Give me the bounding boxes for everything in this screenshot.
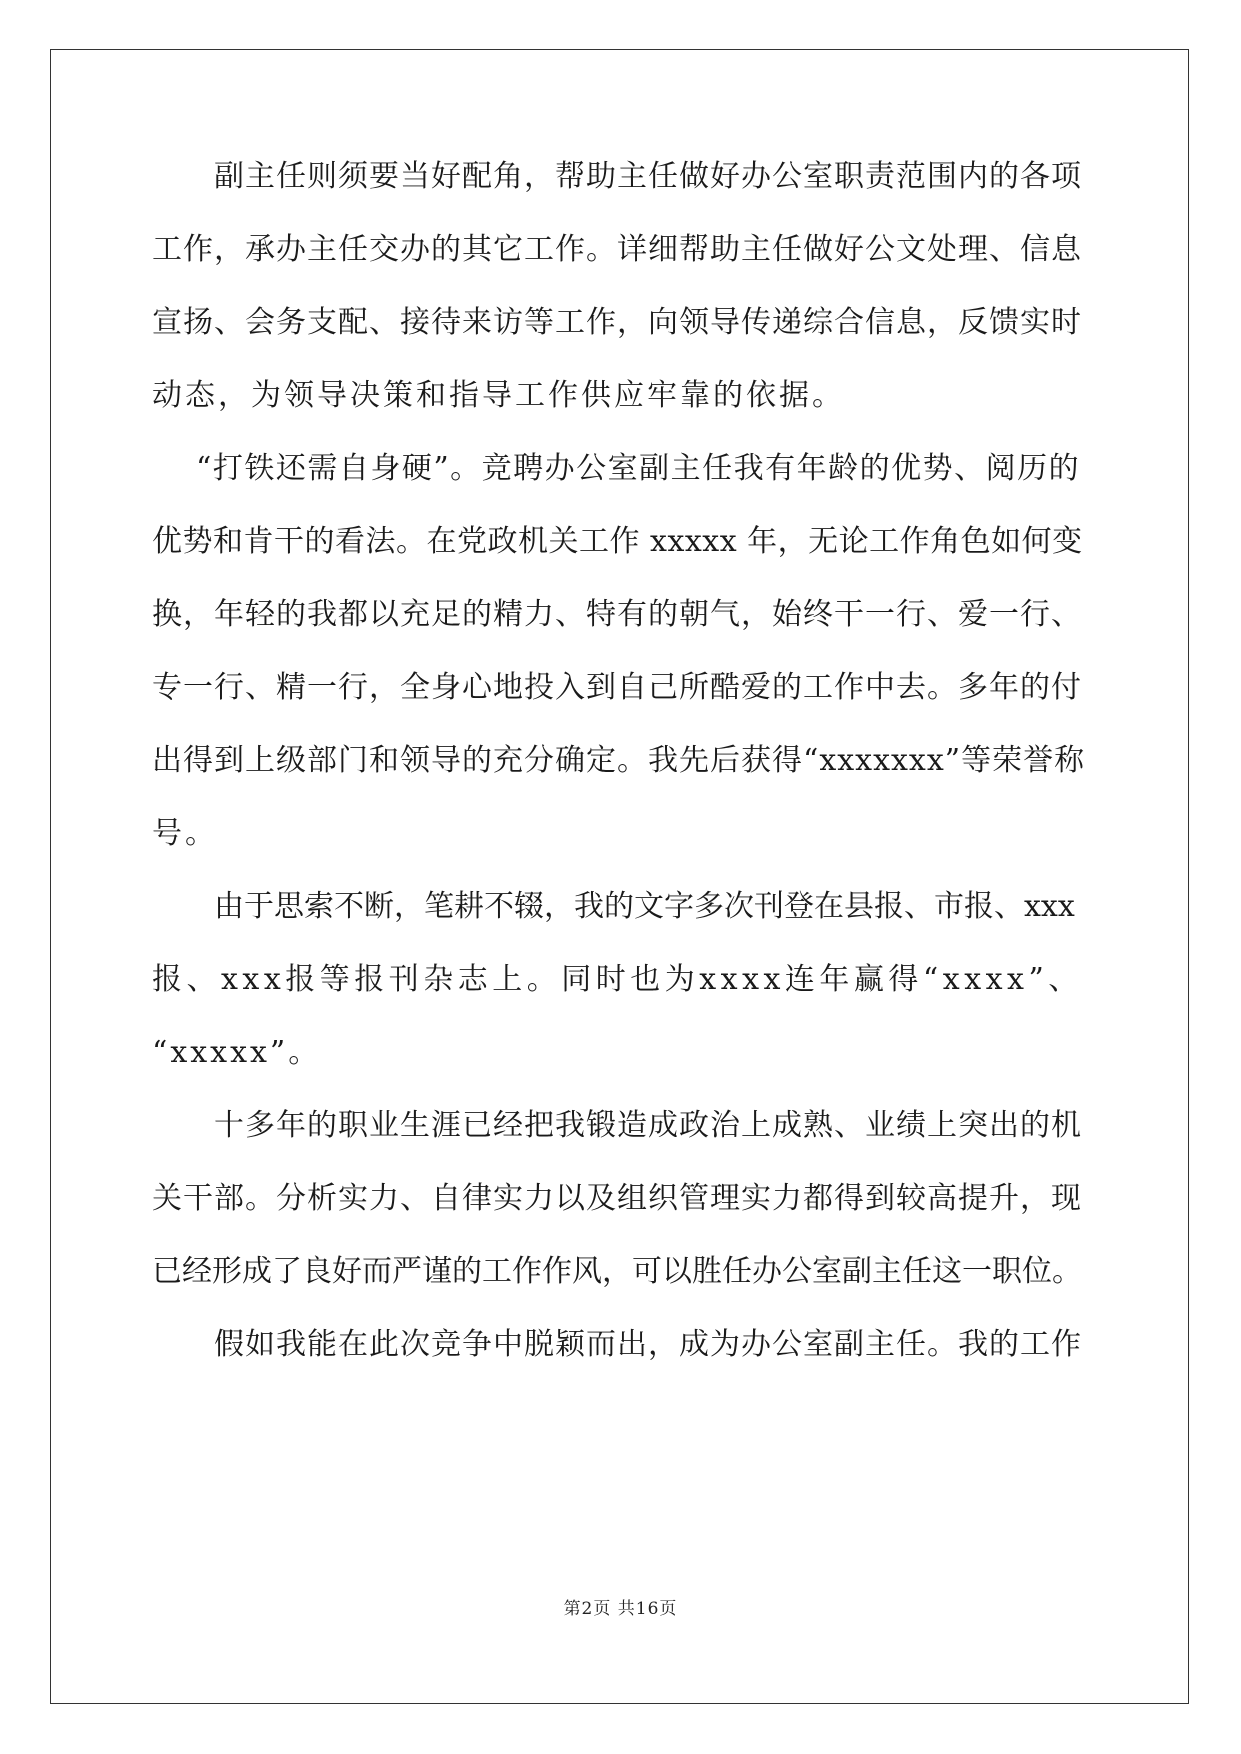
paragraph-2-line-3: 换，年轻的我都以充足的精力、特有的朝气，始终干一行、爱一行、 <box>152 597 1082 632</box>
paragraph-4-line-2: 关干部。分析实力、自律实力以及组织管理实力都得到较高提升，现 <box>152 1181 1082 1216</box>
paragraph-2-line-6: 号。 <box>152 816 218 851</box>
paragraph-2-line-1: “打铁还需自身硬”。竞聘办公室副主任我有年龄的优势、阅历的 <box>196 451 1081 486</box>
paragraph-2-line-4: 专一行、精一行，全身心地投入到自己所酷爱的工作中去。多年的付 <box>152 670 1082 705</box>
paragraph-2-line-5: 出得到上级部门和领导的充分确定。我先后获得“xxxxxxx”等荣誉称 <box>152 743 1086 778</box>
paragraph-1-line-1: 副主任则须要当好配角，帮助主任做好办公室职责范围内的各项 <box>214 159 1082 194</box>
paragraph-5-line-1: 假如我能在此次竞争中脱颖而出，成为办公室副主任。我的工作 <box>214 1327 1082 1362</box>
paragraph-1-line-2: 工作，承办主任交办的其它工作。详细帮助主任做好公文处理、信息 <box>152 232 1082 267</box>
page-border <box>50 49 1189 1704</box>
paragraph-2-line-2: 优势和肯干的看法。在党政机关工作 xxxxx 年，无论工作角色如何变 <box>152 524 1083 559</box>
paragraph-1-line-4: 动态，为领导决策和指导工作供应牢靠的依据。 <box>152 378 845 413</box>
page-number-footer: 第2页 共16页 <box>563 1599 678 1619</box>
paragraph-3-line-1: 由于思索不断，笔耕不辍，我的文字多次刊登在县报、市报、xxx <box>214 889 1075 924</box>
paragraph-3-line-2: 报、xxx报等报刊杂志上。同时也为xxxx连年赢得“xxxx”、 <box>152 962 1083 997</box>
paragraph-1-line-3: 宣扬、会务支配、接待来访等工作，向领导传递综合信息，反馈实时 <box>152 305 1082 340</box>
paragraph-4-line-3: 已经形成了良好而严谨的工作作风，可以胜任办公室副主任这一职位。 <box>152 1254 1082 1289</box>
paragraph-3-line-3: “xxxxx”。 <box>152 1035 322 1070</box>
paragraph-4-line-1: 十多年的职业生涯已经把我锻造成政治上成熟、业绩上突出的机 <box>214 1108 1082 1143</box>
